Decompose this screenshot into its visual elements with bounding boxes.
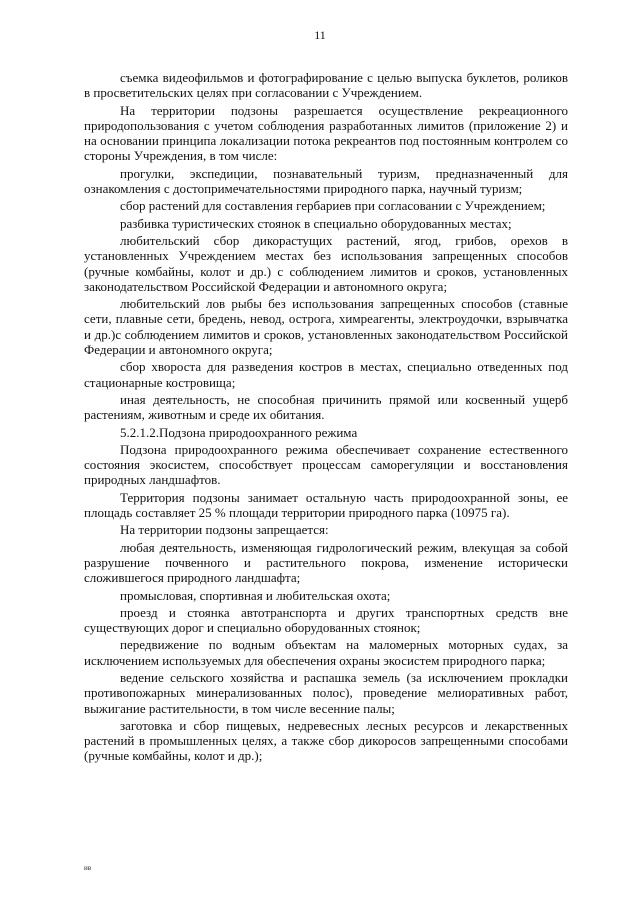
document-body	[84, 70, 568, 766]
paragraph-9: иная деятельность, не способная причинить прямой или косвенный ущерб растениям, животным и среде их обитания.	[84, 391, 568, 423]
paragraph-12: Территория подзоны занимает остальную часть природоохранной зоны, ее площадь составляет 25 % площади территории природного парка (10975 га).	[84, 489, 568, 521]
paragraph-4: сбор растений для составления гербариев при согласовании с Учреждением;	[120, 198, 546, 214]
paragraph-3: прогулки, экспедиции, познавательный туризм, предназначенный для ознакомления с достопримечательностями природного парка, научный туризм;	[84, 165, 568, 197]
paragraph-7: любительский лов рыбы без использования запрещенных способов (ставные сети, плавные сети, бредень, невод, острога, химреагенты, электроудочки, взрывчатка и др.)с соблюдением лимитов и сроков, установленных законодательством Российской Федерации и автономного округа;	[84, 296, 568, 358]
paragraph-18: ведение сельского хозяйства и распашка земель (за исключением прокладки противопожарных минерализованных полос), проведение мелиоративных работ, выжигание растительности, в том числе весенние палы;	[84, 669, 568, 716]
paragraph-6: любительский сбор дикорастущих растений, ягод, грибов, орехов в установленных Учреждением местах без использования запрещенных способов (ручные комбайны, колот и др.) с соблюдением лимитов и сроков, установленных законодательством Российской Федерации и автономного округа;	[84, 232, 568, 294]
paragraph-2: На территории подзоны разрешается осуществление рекреационного природопользования с учетом соблюдения разработанных лимитов (приложение 2) и на основании принципа локализации потока рекреантов под постоянным контролем со стороны Учреждения, в том числе:	[84, 102, 568, 164]
paragraph-13: На территории подзоны запрещается:	[120, 522, 329, 538]
section-heading: 5.2.1.2.Подзона природоохранного режима	[120, 424, 358, 440]
paragraph-19: заготовка и сбор пищевых, недревесных лесных ресурсов и лекарственных растений в промышленных целях, а также сбор дикоросов запрещенными способами (ручные комбайны, колот и др.);	[84, 717, 568, 764]
paragraph-16: проезд и стоянка автотранспорта и других транспортных средств вне существующих дорог и специально оборудованных стоянок;	[84, 604, 568, 636]
paragraph-11: Подзона природоохранного режима обеспечивает сохранение естественного состояния экосистем, способствует процессам саморегуляции и восстановления природных ландшафтов.	[84, 441, 568, 488]
paragraph-15: промысловая, спортивная и любительская охота;	[120, 587, 391, 603]
paragraph-8: сбор хвороста для разведения костров в местах, специально отведенных под стационарные костровища;	[84, 359, 568, 390]
paragraph-14: любая деятельность, изменяющая гидрологический режим, влекущая за собой разрушение почвенного и растительного покрова, изменение исторически сложившегося природного ландшафта;	[84, 539, 568, 586]
footer-mark: ив	[84, 864, 92, 872]
page-number: 11	[314, 28, 326, 42]
paragraph-17: передвижение по водным объектам на маломерных моторных судах, за исключением используемых для обеспечения охраны экосистем природного парка;	[84, 637, 568, 668]
paragraph-1: съемка видеофильмов и фотографирование с целью выпуска буклетов, роликов в просветительских целях при согласовании с Учреждением.	[84, 70, 568, 101]
paragraph-5: разбивка туристических стоянок в специально оборудованных местах;	[120, 215, 512, 231]
